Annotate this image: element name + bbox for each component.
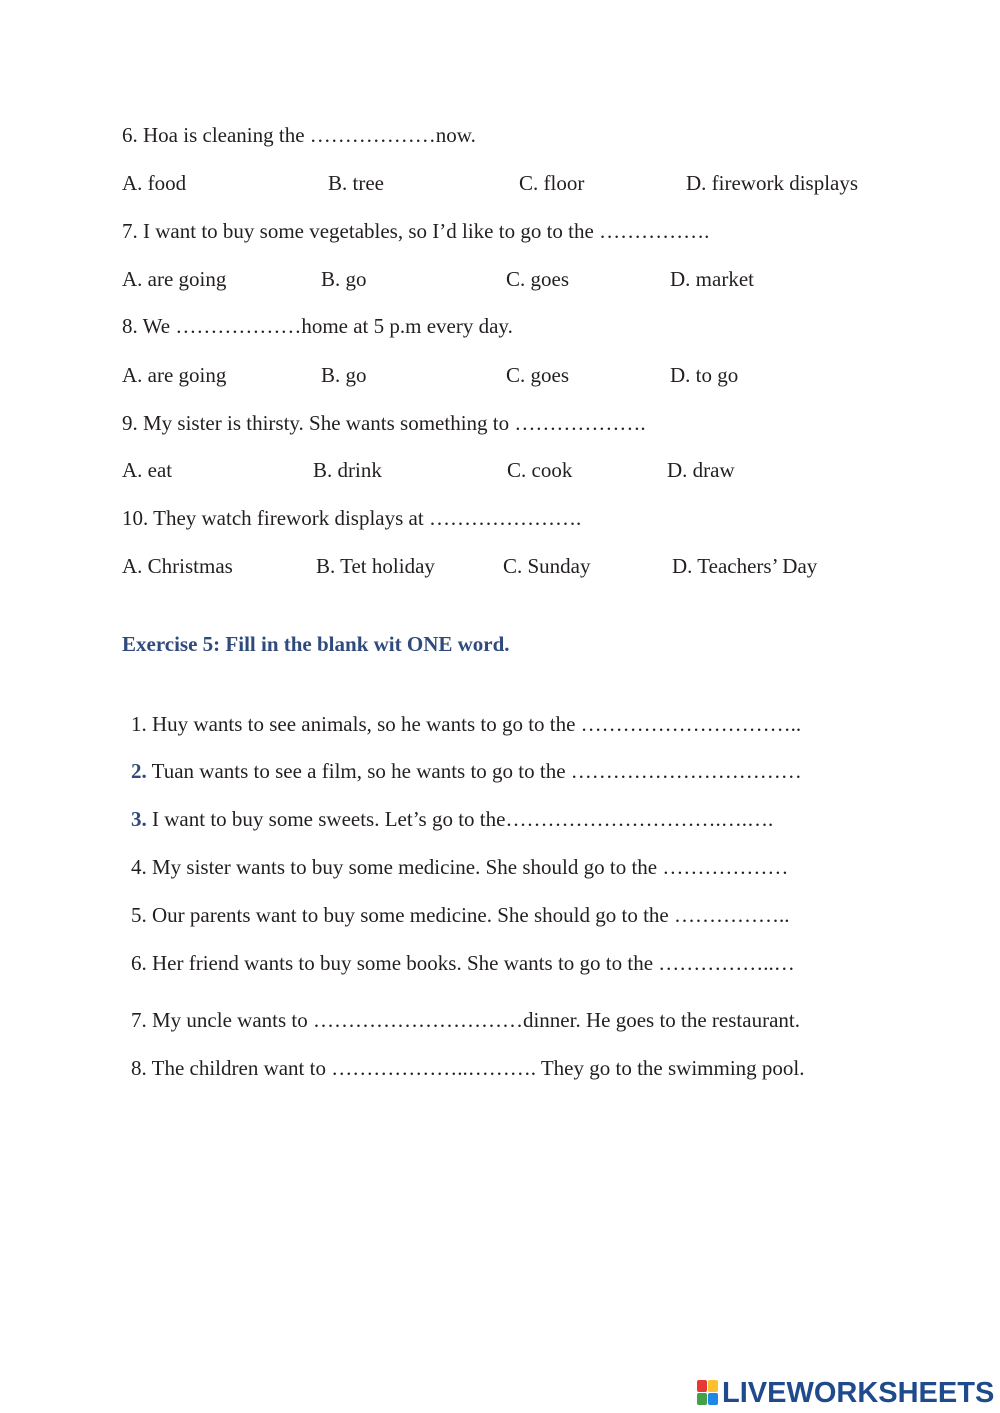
option-d: D. firework displays (686, 171, 859, 195)
question-text: 10. They watch firework displays at …………………. (122, 506, 582, 530)
fill-item-7 (131, 1008, 800, 1032)
option-a: A. eat (122, 458, 173, 482)
option-a: A. Christmas (122, 554, 233, 578)
question-text: 8. We ………………home at 5 p.m every day. (122, 314, 513, 338)
liveworksheets-logo (697, 1378, 994, 1408)
option-c: C. floor (519, 171, 585, 195)
option-c: C. goes (506, 267, 569, 291)
fill-item-1 (131, 712, 801, 736)
logo-mark-icon (697, 1380, 719, 1406)
option-d: D. to go (670, 363, 739, 387)
option-d: D. market (670, 267, 754, 291)
fill-item-3 (131, 807, 773, 831)
option-b: B. Tet holiday (316, 554, 435, 578)
question-text: 6. Hoa is cleaning the ………………now. (122, 123, 476, 147)
option-a: A. food (122, 171, 187, 195)
logo-text: LIVEWORKSHEETS (722, 1377, 995, 1409)
fill-item-2 (131, 759, 802, 783)
option-a: A. are going (122, 267, 227, 291)
option-c: C. cook (507, 458, 573, 482)
fill-item-5 (131, 903, 790, 927)
option-b: B. tree (328, 171, 384, 195)
fill-item-6 (131, 951, 795, 975)
item-number: 7. (131, 1008, 147, 1032)
option-d: D. draw (667, 458, 735, 482)
item-text: I want to buy some sweets. Let’s go to the………………………….….…. (146, 807, 774, 831)
item-text: Tuan wants to see a film, so he wants to go to the …………………………… (146, 759, 802, 783)
item-number: 8. (131, 1056, 147, 1080)
logo-square-yellow (708, 1380, 718, 1392)
logo-square-red (697, 1380, 707, 1392)
item-number: 1. (131, 712, 147, 736)
option-d: D. Teachers’ Day (672, 554, 818, 578)
option-a: A. are going (122, 363, 227, 387)
fill-item-4 (131, 855, 788, 879)
item-text: My sister wants to buy some medicine. She should go to the ……………… (146, 855, 789, 879)
option-c: C. Sunday (503, 554, 591, 578)
item-text: Huy wants to see animals, so he wants to go to the ………………………….. (146, 712, 802, 736)
option-b: B. go (321, 363, 367, 387)
item-number: 5. (131, 903, 147, 927)
question-text: 9. My sister is thirsty. She wants something to ………………. (122, 411, 646, 435)
item-text: Her friend wants to buy some books. She wants to go to the ……………..… (146, 951, 795, 975)
option-b: B. go (321, 267, 367, 291)
exercise-heading: Exercise 5: Fill in the blank wit ONE word. (122, 632, 510, 656)
logo-square-blue (708, 1393, 718, 1405)
item-number: 4. (131, 855, 147, 879)
option-c: C. goes (506, 363, 569, 387)
item-number: 3. (131, 807, 147, 831)
fill-item-8 (131, 1056, 805, 1080)
item-number: 6. (131, 951, 147, 975)
item-text: The children want to ………………..………. They go to the swimming pool. (146, 1056, 805, 1080)
item-text: Our parents want to buy some medicine. She should go to the …………….. (146, 903, 790, 927)
question-text: 7. I want to buy some vegetables, so I’d like to go to the ……………. (122, 219, 710, 243)
item-number: 2. (131, 759, 147, 783)
item-text: My uncle wants to …………………………dinner. He goes to the restaurant. (146, 1008, 800, 1032)
option-b: B. drink (313, 458, 382, 482)
logo-square-green (697, 1393, 707, 1405)
